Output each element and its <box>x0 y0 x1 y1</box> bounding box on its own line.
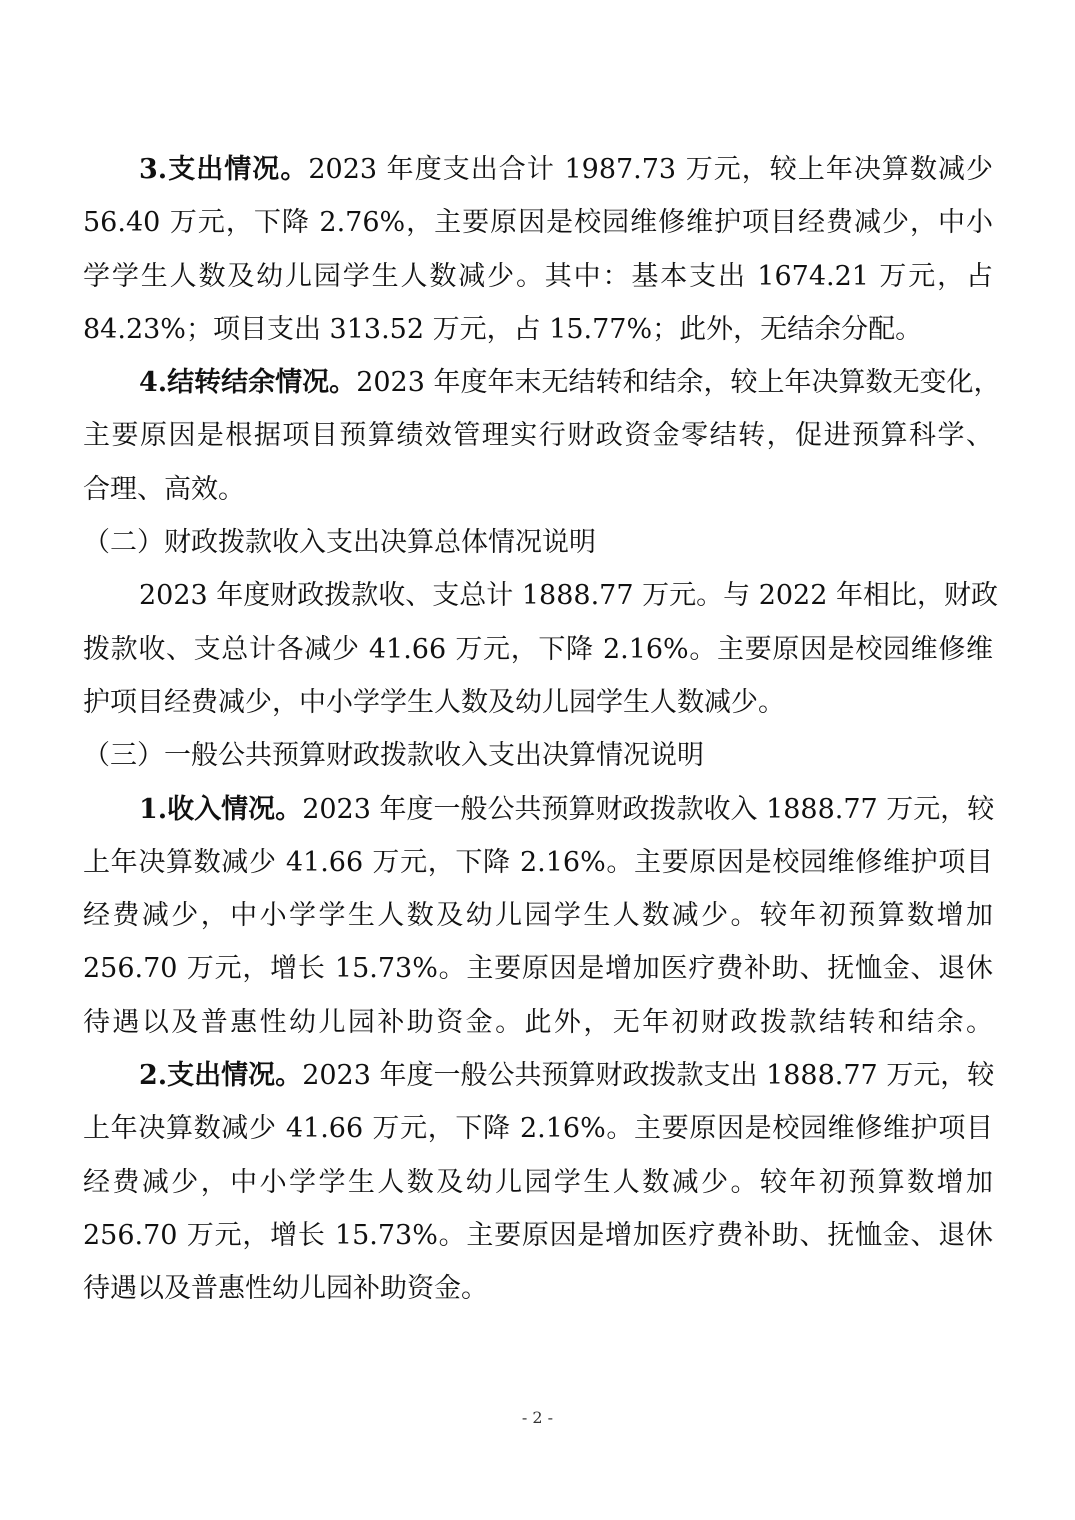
text-line: 上年决算数减少 41.66 万元，下降 2.16%。主要原因是校园维修维护项目 <box>83 846 993 878</box>
paragraph-income <box>83 783 993 1049</box>
paragraph-carryover <box>83 356 1001 516</box>
text-line: 上年决算数减少 41.66 万元，下降 2.16%。主要原因是校园维修维护项目 <box>83 1113 993 1145</box>
text-line: 84.23%；项目支出 313.52 万元，占 15.77%；此外，无结余分配。 <box>83 313 923 345</box>
paragraph-expenditure <box>83 143 993 356</box>
document-page <box>83 143 1001 1316</box>
text-line: 护项目经费减少，中小学学生人数及幼儿园学生人数减少。 <box>83 686 785 718</box>
page-number: - 2 - <box>521 1408 554 1427</box>
section-heading: （三）一般公共预算财政拨款收入支出决算情况说明 <box>83 740 704 772</box>
text-line: 256.70 万元，增长 15.73%。主要原因是增加医疗费补助、抚恤金、退休 <box>83 953 993 985</box>
text-line: 经费减少，中小学学生人数及幼儿园学生人数减少。较年初预算数增加 <box>83 1166 993 1198</box>
text-line: 学学生人数及幼儿园学生人数减少。其中：基本支出 1674.21 万元，占 <box>83 260 993 292</box>
paragraph-lead: 1.收入情况。 <box>139 793 303 825</box>
text-line: 3.支出情况。2023 年度支出合计 1987.73 万元，较上年决算数减少 <box>139 154 993 185</box>
section-heading: （二）财政拨款收入支出决算总体情况说明 <box>83 527 596 559</box>
text-line: 1.收入情况。2023 年度一般公共预算财政拨款收入 1888.77 万元，较 <box>139 793 995 825</box>
text-line: 256.70 万元，增长 15.73%。主要原因是增加医疗费补助、抚恤金、退休 <box>83 1219 993 1251</box>
text-line: 待遇以及普惠性幼儿园补助资金。此外，无年初财政拨款结转和结余。 <box>83 1006 993 1038</box>
text-line: 合理、高效。 <box>83 473 245 505</box>
text-line: 2.支出情况。2023 年度一般公共预算财政拨款支出 1888.77 万元，较 <box>139 1060 995 1092</box>
paragraph-fiscal-overview <box>83 569 998 729</box>
paragraph-lead: 4.结转结余情况。 <box>139 367 357 399</box>
text-line: 拨款收、支总计各减少 41.66 万元，下降 2.16%。主要原因是校园维修维 <box>83 633 993 665</box>
text-line: 经费减少，中小学学生人数及幼儿园学生人数减少。较年初预算数增加 <box>83 900 993 932</box>
text-line: 56.40 万元，下降 2.76%，主要原因是校园维修维护项目经费减少，中小 <box>83 207 993 239</box>
text-line: 主要原因是根据项目预算绩效管理实行财政资金零结转，促进预算科学、 <box>83 420 993 452</box>
text-line: 2023 年度财政拨款收、支总计 1888.77 万元。与 2022 年相比，财政 <box>139 580 998 612</box>
paragraph-expense <box>83 1049 993 1315</box>
text-line: 4.结转结余情况。2023 年度年末无结转和结余，较上年决算数无变化， <box>139 367 1001 399</box>
paragraph-lead: 3.支出情况。 <box>139 154 309 185</box>
text-line: 待遇以及普惠性幼儿园补助资金。 <box>83 1273 488 1305</box>
paragraph-lead: 2.支出情况。 <box>139 1060 303 1092</box>
